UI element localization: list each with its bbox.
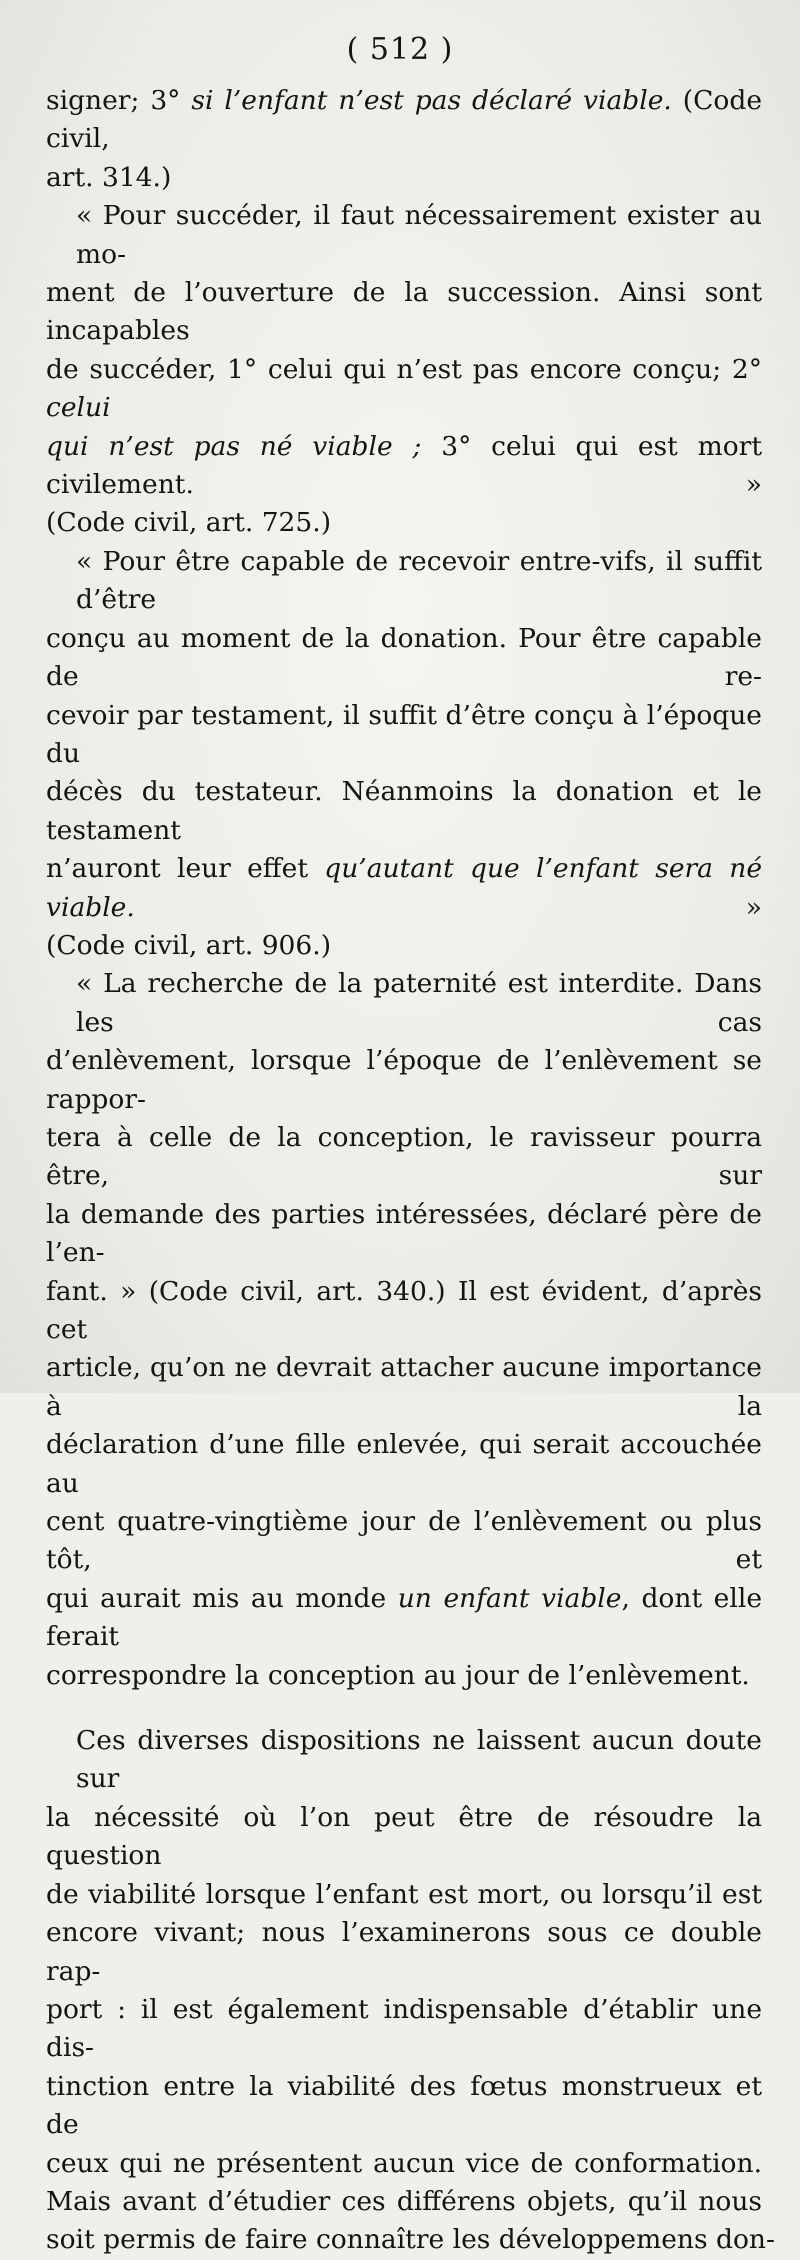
text-run: 3° celui qui est mort civilement. » bbox=[46, 430, 762, 501]
paragraph bbox=[46, 543, 762, 965]
italic-text: celui bbox=[46, 392, 111, 424]
text-line bbox=[46, 1991, 762, 2068]
paragraph bbox=[46, 197, 762, 543]
text-line bbox=[46, 82, 762, 159]
text-run: n’auront leur effet bbox=[46, 853, 325, 885]
text-line bbox=[46, 1580, 762, 1657]
page-number: ( 512 ) bbox=[346, 32, 454, 67]
text-run: de viabilité lorsque l’enfant est mort, ou lorsqu’il est bbox=[46, 1878, 762, 1910]
text-run: Mais avant d’étudier ces différens objets, qu’il nous bbox=[46, 2185, 762, 2217]
paragraph bbox=[46, 965, 762, 1695]
text-run: article, qu’on ne devrait attacher aucune importance à la bbox=[46, 1352, 762, 1422]
text-line bbox=[46, 197, 762, 274]
italic-text: qu’autant que l’enfant sera né viable. bbox=[46, 853, 762, 923]
text-line bbox=[46, 2183, 762, 2221]
text-run: « La recherche de la paternité est interdite. Dans les cas bbox=[76, 968, 762, 1038]
text-line bbox=[46, 1503, 762, 1580]
italic-text: un enfant viable bbox=[397, 1582, 622, 1614]
text-line bbox=[46, 927, 762, 965]
paragraph bbox=[46, 82, 762, 197]
text-run: (Code civil, art. 906.) bbox=[46, 929, 332, 961]
text-line bbox=[46, 1722, 762, 1799]
italic-text: si l’enfant n’est pas déclaré viable. bbox=[191, 85, 672, 116]
text-run: déclaration d’une fille enlevée, qui serait accouchée au bbox=[46, 1429, 762, 1499]
text-line bbox=[46, 850, 762, 927]
text-run: ceux qui ne présentent aucun vice de conformation. bbox=[46, 2147, 762, 2179]
text-run: (Code civil, art. 725.) bbox=[46, 507, 332, 539]
text-line bbox=[46, 1042, 762, 1119]
text-run: « Pour succéder, il faut nécessairement exister au mo- bbox=[76, 200, 762, 270]
text-line bbox=[46, 1657, 762, 1695]
text-run: ment de l’ouverture de la succession. Ainsi sont incapables bbox=[46, 277, 762, 347]
text-run: , dont elle ferait bbox=[46, 1582, 762, 1653]
text-run: cent quatre-vingtième jour de l’enlèvement ou plus tôt, et bbox=[46, 1506, 762, 1576]
text-run: Ces diverses dispositions ne laissent aucun doute sur bbox=[76, 1725, 762, 1795]
text-line bbox=[46, 2145, 762, 2183]
text-run: correspondre la conception au jour de l’enlèvement. bbox=[46, 1659, 750, 1691]
text-line bbox=[46, 1119, 762, 1196]
paragraph bbox=[46, 1722, 775, 2260]
text-run: tinction entre la viabilité des fœtus monstrueux et de bbox=[46, 2070, 762, 2141]
text-line bbox=[46, 351, 762, 428]
text-run: art. 314.) bbox=[46, 161, 172, 193]
text-line bbox=[46, 2221, 775, 2259]
text-line bbox=[46, 274, 762, 351]
text-line bbox=[46, 1799, 762, 1876]
text-line bbox=[46, 965, 762, 1042]
body-text bbox=[46, 82, 775, 2260]
text-run: soit permis de faire connaître les développemens don- bbox=[46, 2224, 775, 2256]
text-run: cevoir par testament, il suffit d’être conçu à l’époque du bbox=[46, 699, 762, 769]
text-line bbox=[46, 1876, 762, 1914]
text-line bbox=[46, 697, 762, 774]
text-run: la nécessité où l’on peut être de résoudre la question bbox=[46, 1801, 762, 1872]
text-run: la demande des parties intéressées, déclaré père de l’en- bbox=[46, 1198, 762, 1269]
text-line bbox=[46, 543, 762, 620]
text-run: » bbox=[134, 891, 762, 923]
italic-text: qui n’est pas né viable ; bbox=[46, 430, 422, 462]
text-run: port : il est également indispensable d’établir une dis- bbox=[46, 1993, 762, 2064]
text-line bbox=[46, 2068, 762, 2145]
text-run: « Pour être capable de recevoir entre-vifs, il suffit d’être bbox=[76, 545, 762, 616]
text-line bbox=[46, 159, 762, 197]
text-line bbox=[46, 620, 762, 697]
text-line bbox=[46, 1196, 762, 1273]
text-run: tera à celle de la conception, le ravisseur pourra être, sur bbox=[46, 1121, 762, 1192]
text-run: conçu au moment de la donation. Pour être capable de re- bbox=[46, 622, 762, 693]
text-line bbox=[46, 1349, 762, 1426]
text-run: qui aurait mis au monde bbox=[46, 1582, 398, 1614]
text-line bbox=[46, 428, 762, 505]
paragraph-gap bbox=[46, 1695, 762, 1722]
text-run: décès du testateur. Néanmoins la donation et le testament bbox=[46, 776, 762, 846]
text-run: signer; 3° bbox=[46, 85, 192, 116]
text-line bbox=[46, 504, 762, 542]
text-line bbox=[46, 1426, 762, 1503]
text-line bbox=[46, 773, 762, 850]
text-run: (Code civil, bbox=[46, 85, 763, 155]
text-run: de succéder, 1° celui qui n’est pas encore conçu; 2° bbox=[46, 353, 762, 385]
text-line bbox=[46, 1914, 762, 1991]
text-run: fant. » (Code civil, art. 340.) Il est évident, d’après cet bbox=[46, 1275, 762, 1345]
text-run: encore vivant; nous l’examinerons sous ce double rap- bbox=[46, 1917, 762, 1987]
text-run: d’enlèvement, lorsque l’époque de l’enlèvement se rappor- bbox=[46, 1045, 762, 1115]
text-line bbox=[46, 1273, 762, 1350]
